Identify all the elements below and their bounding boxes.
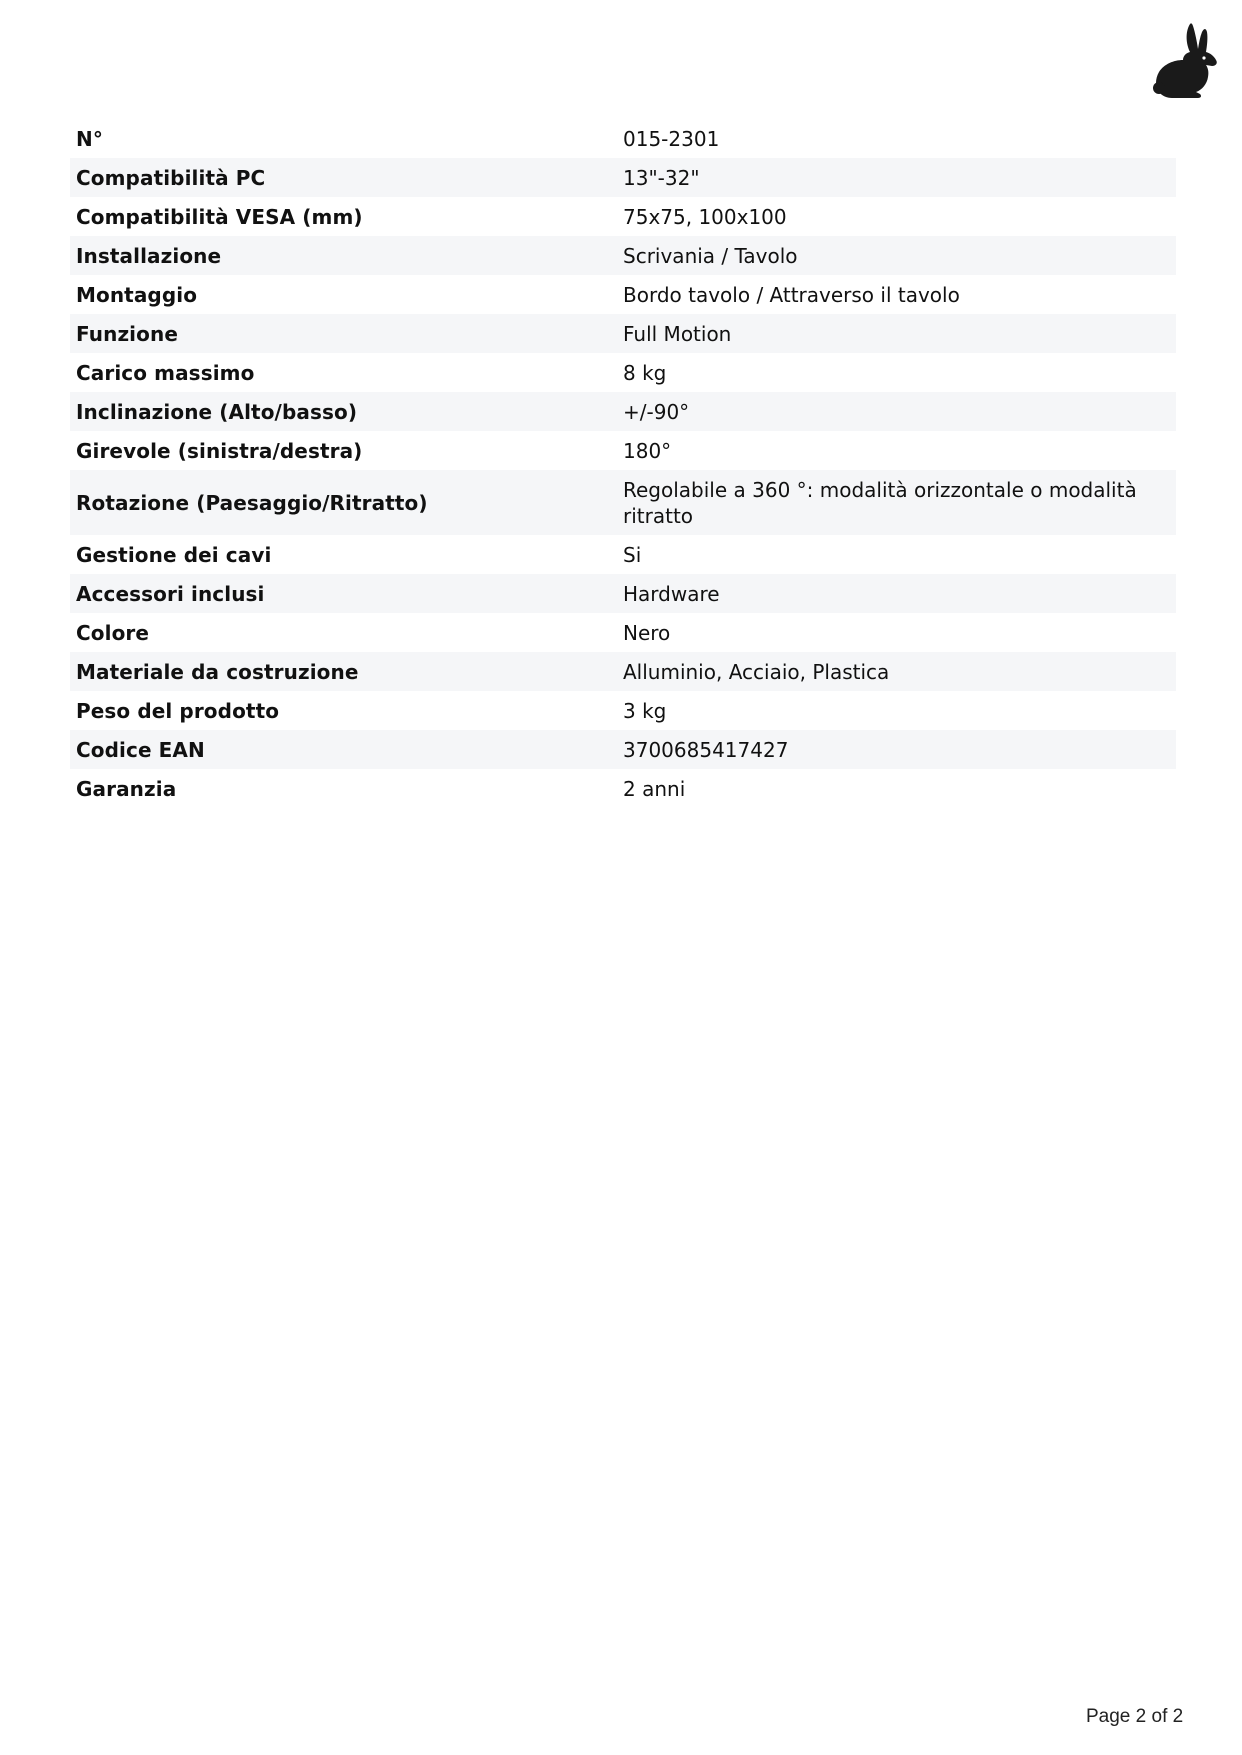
spec-value: Si (623, 542, 642, 567)
spec-label: Funzione (76, 321, 178, 346)
spec-row (70, 353, 1176, 392)
spec-label: Materiale da costruzione (76, 659, 359, 684)
spec-row (70, 431, 1176, 470)
spec-label: N° (76, 126, 103, 151)
spec-value: Full Motion (623, 321, 732, 346)
spec-value: 13"-32" (623, 165, 700, 190)
page-number: Page 2 of 2 (1086, 1706, 1184, 1727)
spec-label: Inclinazione (Alto/basso) (76, 399, 358, 424)
spec-label: Installazione (76, 243, 222, 268)
spec-value: 2 anni (623, 776, 686, 801)
rabbit-logo-icon (1152, 22, 1220, 102)
spec-row (70, 314, 1176, 353)
spec-row (70, 652, 1176, 691)
spec-row (70, 197, 1176, 236)
spec-value: 3 kg (623, 698, 667, 723)
spec-label: Gestione dei cavi (76, 542, 272, 567)
spec-value: 75x75, 100x100 (623, 204, 787, 229)
spec-value: 180° (623, 438, 672, 463)
spec-row (70, 535, 1176, 574)
spec-label: Carico massimo (76, 360, 255, 385)
spec-row (70, 574, 1176, 613)
spec-row (70, 613, 1176, 652)
spec-label: Colore (76, 620, 150, 645)
spec-label: Peso del prodotto (76, 698, 280, 723)
spec-row (70, 470, 1176, 535)
spec-row (70, 730, 1176, 769)
spec-label: Montaggio (76, 282, 198, 307)
spec-label: Garanzia (76, 776, 177, 801)
spec-value: Bordo tavolo / Attraverso il tavolo (623, 282, 960, 307)
spec-row (70, 158, 1176, 197)
spec-value: Hardware (623, 581, 720, 606)
spec-label: Girevole (sinistra/destra) (76, 438, 363, 463)
spec-row (70, 392, 1176, 431)
spec-label: Rotazione (Paesaggio/Ritratto) (76, 490, 428, 515)
spec-value: Scrivania / Tavolo (623, 243, 798, 268)
spec-value: 3700685417427 (623, 737, 789, 762)
spec-table (70, 119, 1176, 808)
spec-label: Compatibilità PC (76, 165, 266, 190)
spec-row (70, 691, 1176, 730)
spec-row (70, 275, 1176, 314)
spec-label: Codice EAN (76, 737, 205, 762)
spec-row (70, 119, 1176, 158)
spec-value: Regolabile a 360 °: modalità orizzontale o modalità ritratto (623, 477, 1137, 528)
spec-value: 015-2301 (623, 126, 720, 151)
spec-row (70, 236, 1176, 275)
spec-value: Alluminio, Acciaio, Plastica (623, 659, 890, 684)
spec-row (70, 769, 1176, 808)
spec-value: 8 kg (623, 360, 667, 385)
spec-label: Compatibilità VESA (mm) (76, 204, 363, 229)
spec-value: +/-90° (623, 399, 690, 424)
spec-label: Accessori inclusi (76, 581, 265, 606)
spec-value: Nero (623, 620, 671, 645)
